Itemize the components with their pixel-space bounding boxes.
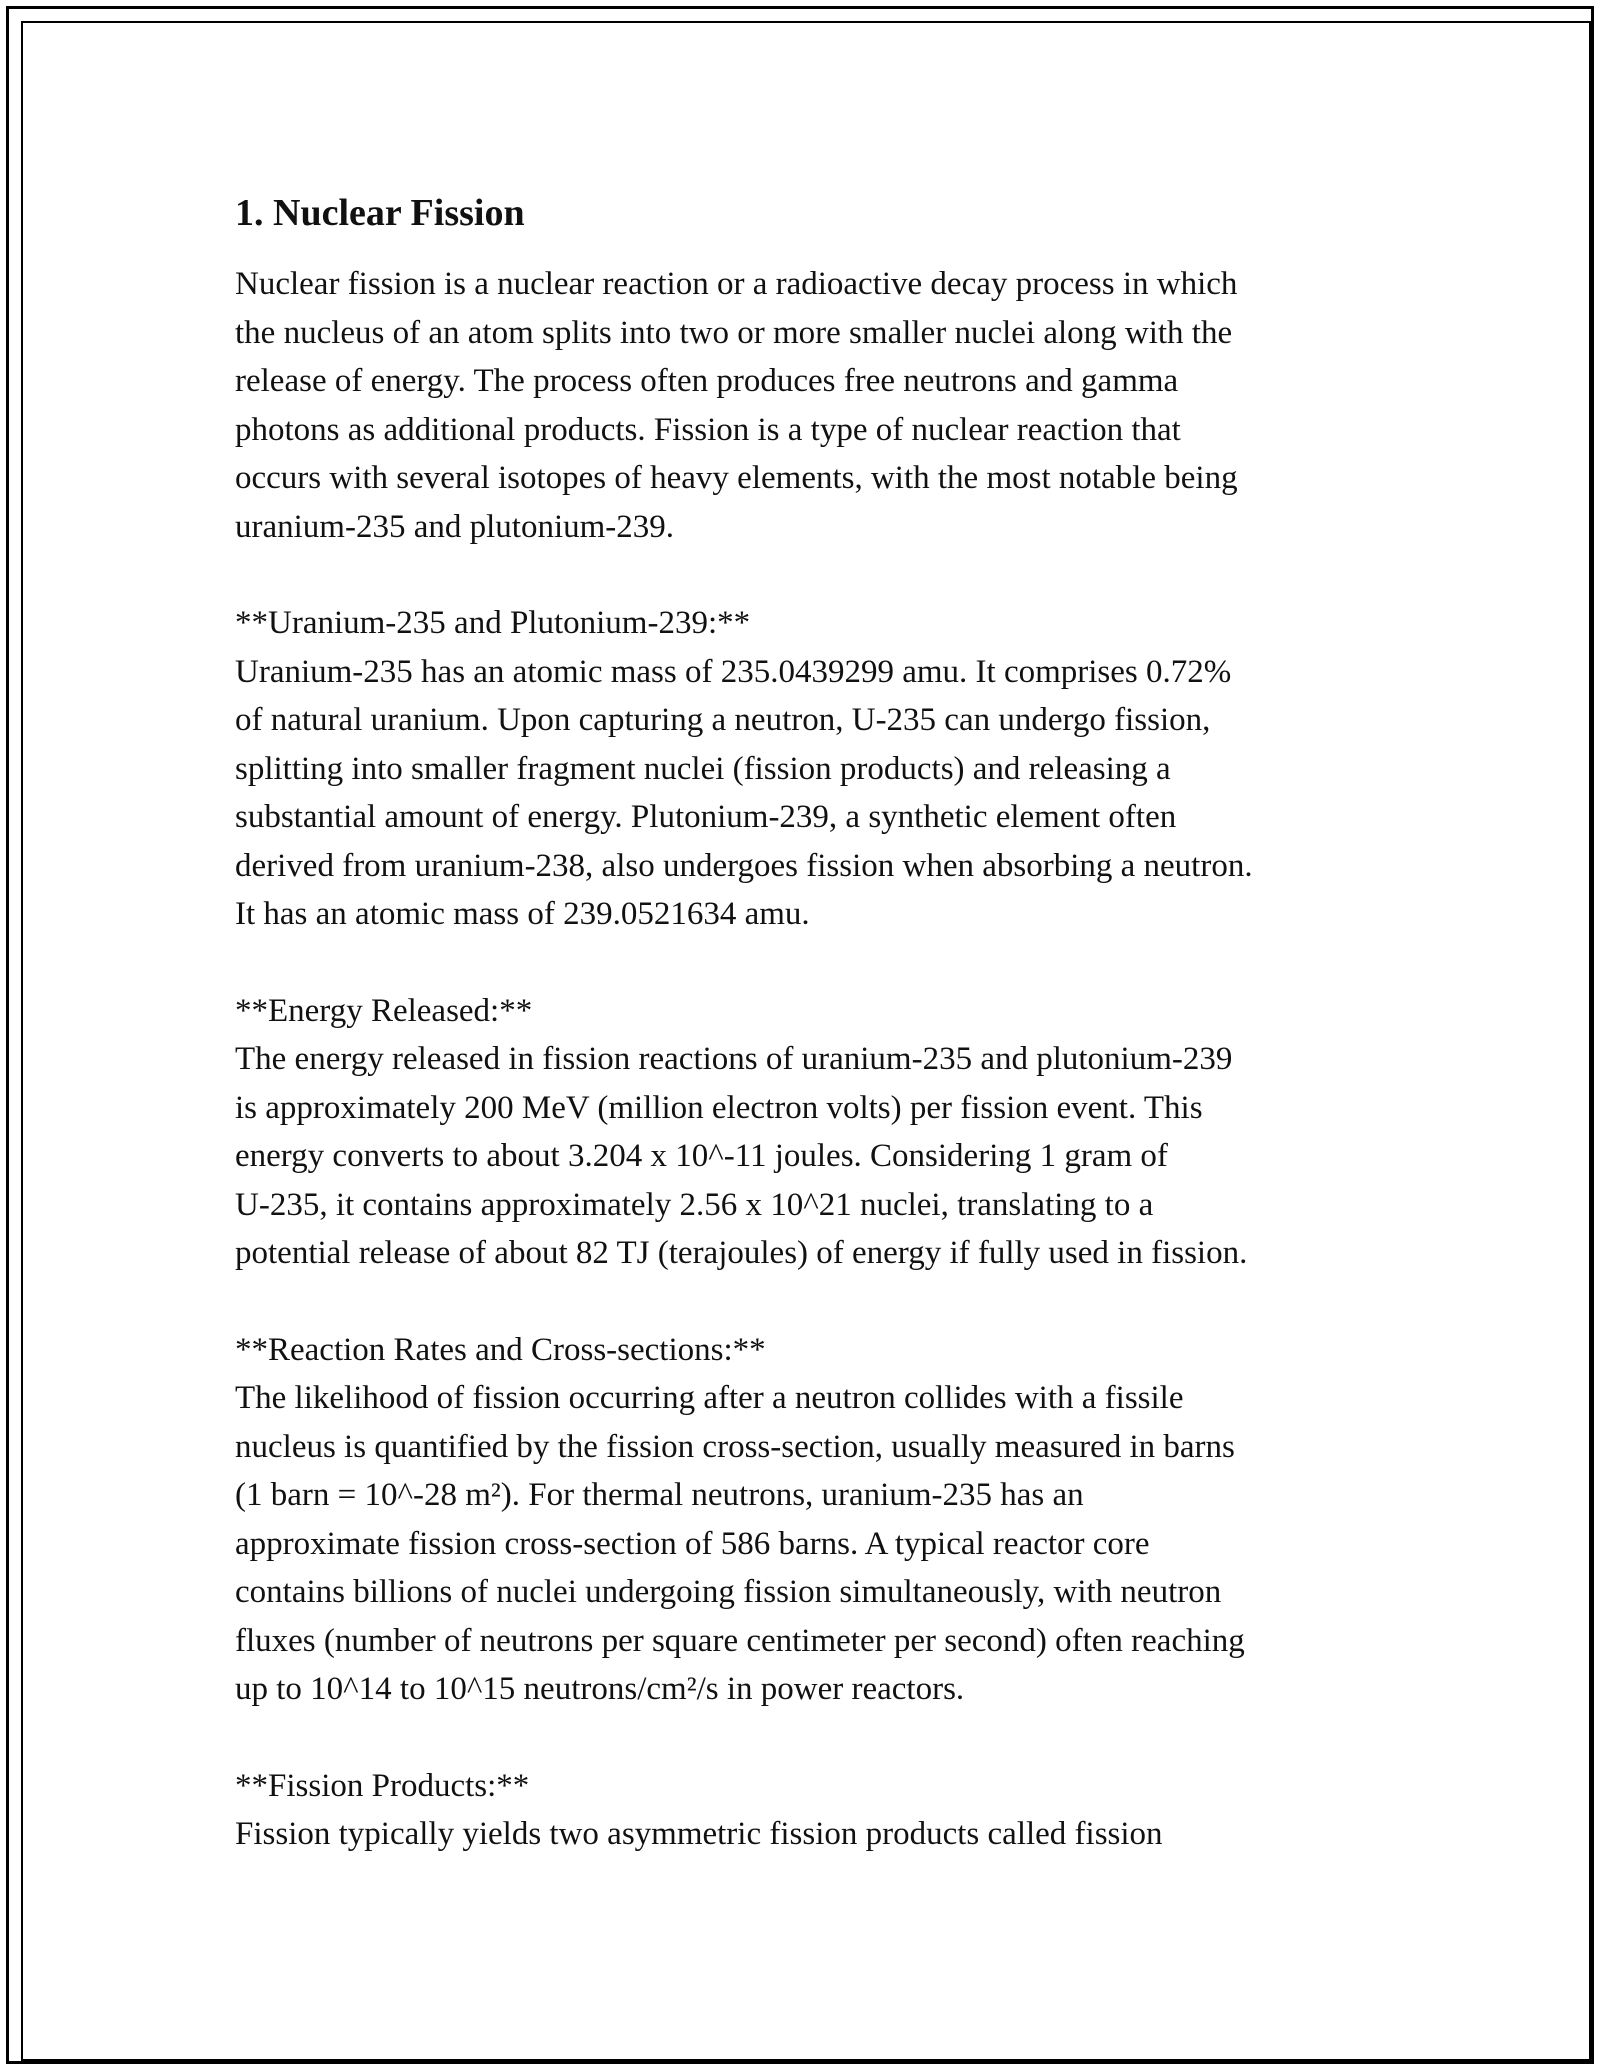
paragraph-gap bbox=[235, 939, 1385, 987]
paragraph-gap bbox=[235, 1278, 1385, 1326]
document-body bbox=[235, 188, 1385, 1859]
subsection-title-energy: **Energy Released:** bbox=[235, 992, 533, 1029]
subsection-body-isotopes: Uranium-235 has an atomic mass of 235.0439299 amu. It comprises 0.72% of natural uranium. Upon capturing a neutron, U-235 can undergo fission, splitting into smaller fragment nuclei (fission products) and releasing a substantial amount of energy. Plutonium-239, a synthetic element often derived from uranium-238, also undergoes fission when absorbing a neutron. It has an atomic mass of 239.0521634 amu. bbox=[235, 653, 1253, 932]
paragraph-gap bbox=[235, 551, 1385, 599]
paragraph-gap bbox=[235, 1714, 1385, 1762]
subsection-title-cross-sections: **Reaction Rates and Cross-sections:** bbox=[235, 1331, 766, 1368]
subsection-title-isotopes: **Uranium-235 and Plutonium-239:** bbox=[235, 605, 751, 641]
subsection-title-products: **Fission Products:** bbox=[235, 1767, 530, 1804]
section-heading: 1. Nuclear Fission bbox=[235, 192, 525, 234]
subsection-body-energy: The energy released in fission reactions of uranium-235 and plutonium-239 is approximately 200 MeV (million electron volts) per fission event. This energy converts to about 3.204 x 10^-11 joules. Considering 1 gram of U-235, it contains approximately 2.56 x 10^21 nuclei, translating to a potential release of about 82 TJ (terajoules) of energy if fully used in fission. bbox=[235, 1041, 1248, 1271]
subsection-body-products: Fission typically yields two asymmetric fission products called fission bbox=[235, 1816, 1163, 1852]
intro-paragraph: Nuclear fission is a nuclear reaction or a radioactive decay process in which the nucleus of an atom splits into two or more smaller nuclei along with the release of energy. The process often produces free neutrons and gamma photons as additional products. Fission is a type of nuclear reaction that occurs with several isotopes of heavy elements, with the most notable being uranium-235 and plutonium-239. bbox=[235, 266, 1238, 545]
subsection-body-cross-sections: The likelihood of fission occurring after a neutron collides with a fissile nucleus is quantified by the fission cross-section, usually measured in barns (1 barn = 10^-28 m²). For thermal neutrons, uranium-235 has an approximate fission cross-section of 586 barns. A typical reactor core contains billions of nuclei undergoing fission simultaneously, with neutron fluxes (number of neutrons per square centimeter per second) often reaching up to 10^14 to 10^15 neutrons/cm²/s in power reactors. bbox=[235, 1380, 1245, 1707]
